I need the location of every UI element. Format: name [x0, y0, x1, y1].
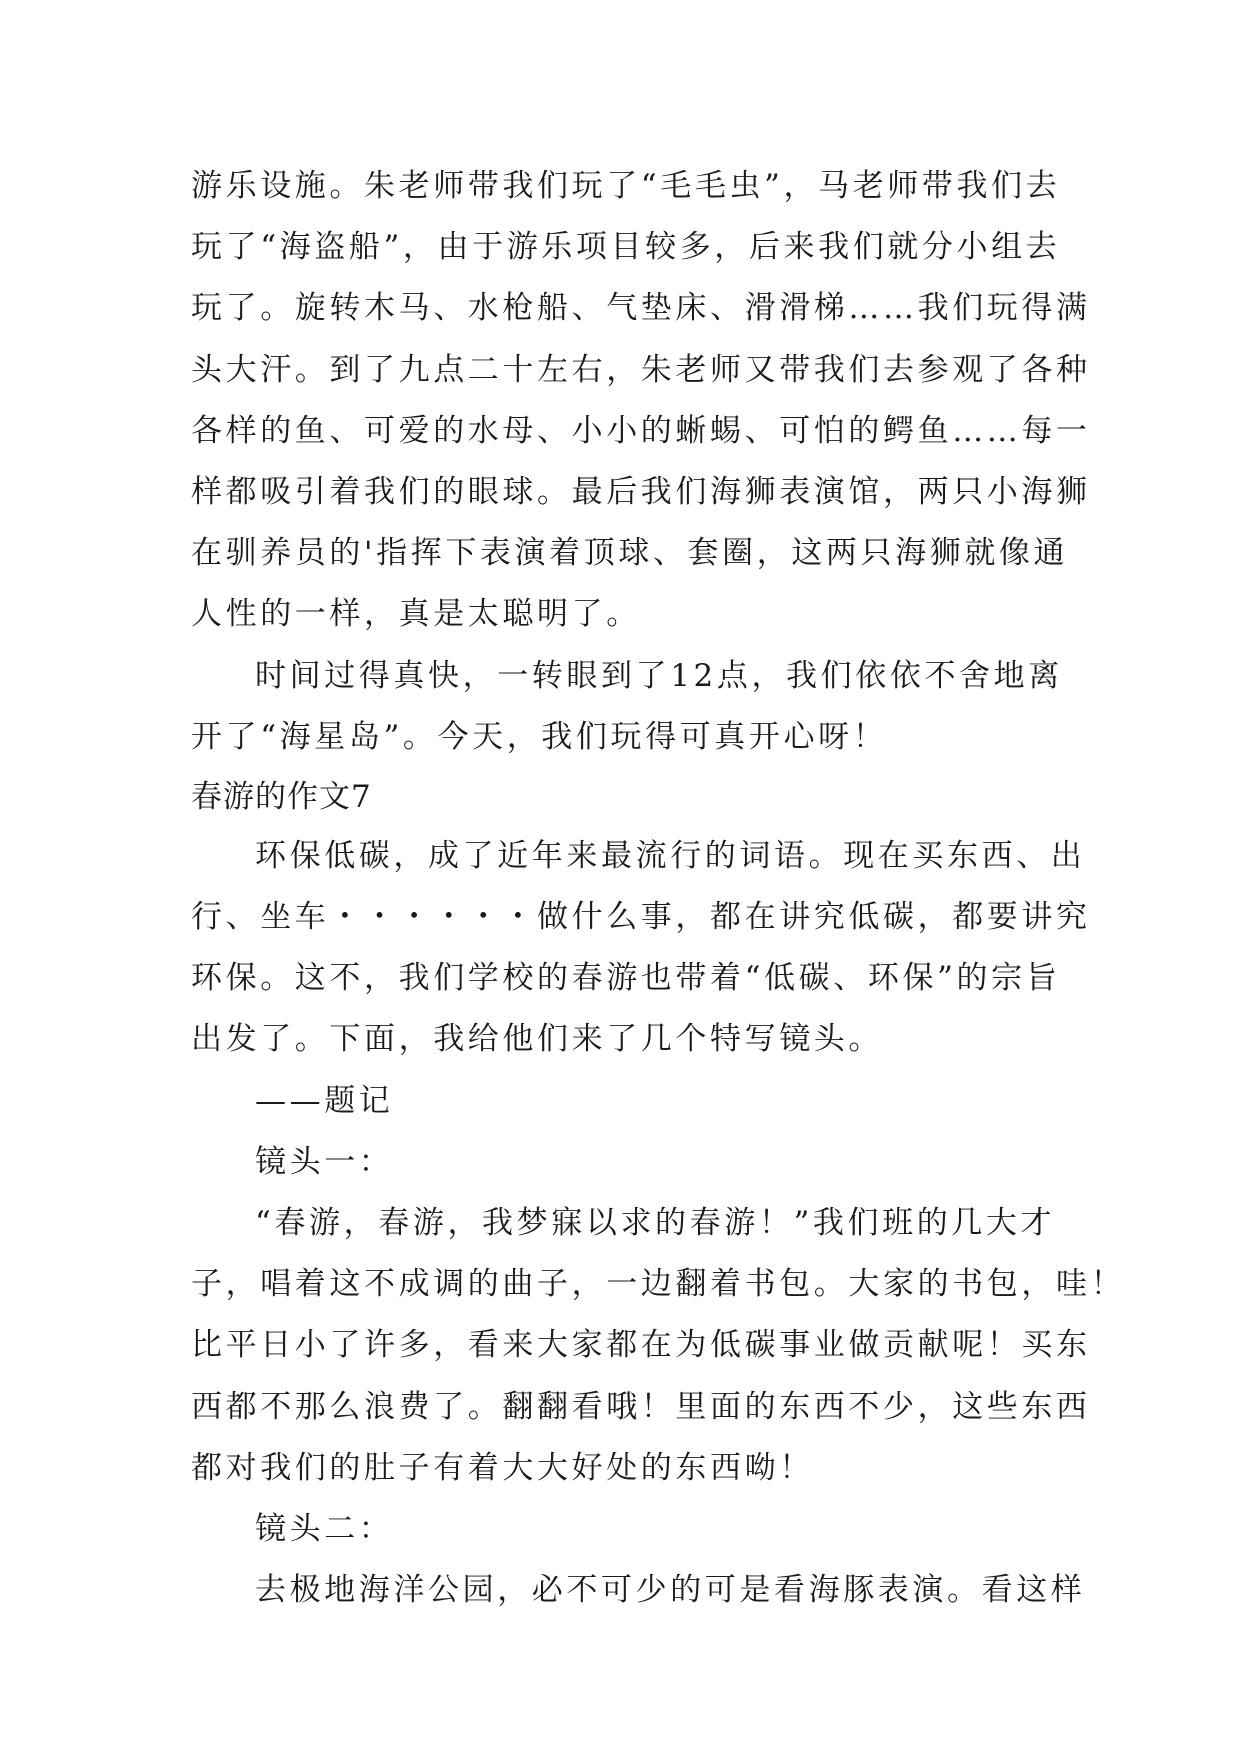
paragraph-start-line: 时间过得真快，一转眼到了12点，我们依依不舍地离 — [255, 657, 1063, 694]
text-line: 样都吸引着我们的眼球。最后我们海狮表演馆，两只小海狮 — [191, 473, 1091, 510]
shot-heading: 镜头二： — [255, 1510, 394, 1547]
text-line: 游乐设施。朱老师带我们玩了“毛毛虫”，马老师带我们去 — [191, 168, 1061, 204]
epigraph-attribution: ——题记 — [255, 1082, 394, 1119]
text-line: 行、坐车・・・・・・做什么事，都在讲究低碳，都要讲究 — [191, 899, 1091, 936]
text-line: 环保。这不，我们学校的春游也带着“低碳、环保”的宗旨 — [191, 960, 1061, 997]
text-line: 都对我们的肚子有着大大好处的东西呦！ — [191, 1449, 814, 1486]
text-line: 各样的鱼、可爱的水母、小小的蜥蜴、可怕的鳄鱼……每一 — [191, 412, 1091, 449]
text-line: 头大汗。到了九点二十左右，朱老师又带我们去参观了各种 — [191, 351, 1091, 388]
section-heading: 春游的作文7 — [191, 778, 372, 815]
text-line: 人性的一样，真是太聪明了。 — [191, 596, 641, 633]
text-line: 子，唱着这不成调的曲子，一边翻着书包。大家的书包，哇！ — [191, 1266, 1126, 1303]
paragraph-start-line: “春游，春游，我梦寐以求的春游！”我们班的几大才 — [255, 1205, 1056, 1241]
paragraph-start-line: 去极地海洋公园，必不可少的可是看海豚表演。看这样 — [255, 1572, 1086, 1609]
essay-body — [191, 156, 1126, 1621]
text-line: 玩了。旋转木马、水枪船、气垫床、滑滑梯……我们玩得满 — [191, 290, 1091, 327]
text-line: 西都不那么浪费了。翻翻看哦！里面的东西不少，这些东西 — [191, 1388, 1091, 1425]
text-line: 出发了。下面，我给他们来了几个特写镜头。 — [191, 1021, 883, 1058]
text-line: 比平日小了许多，看来大家都在为低碳事业做贡献呢！买东 — [191, 1327, 1091, 1364]
text-line: 开了“海星岛”。今天，我们玩得可真开心呀！ — [191, 718, 888, 755]
shot-heading: 镜头一： — [255, 1143, 394, 1180]
text-line: 玩了“海盗船”，由于游乐项目较多，后来我们就分小组去 — [191, 229, 1061, 266]
paragraph-start-line: 环保低碳，成了近年来最流行的词语。现在买东西、出 — [255, 837, 1086, 874]
text-line: 在驯养员的'指挥下表演着顶球、套圈，这两只海狮就像通 — [191, 535, 1069, 572]
